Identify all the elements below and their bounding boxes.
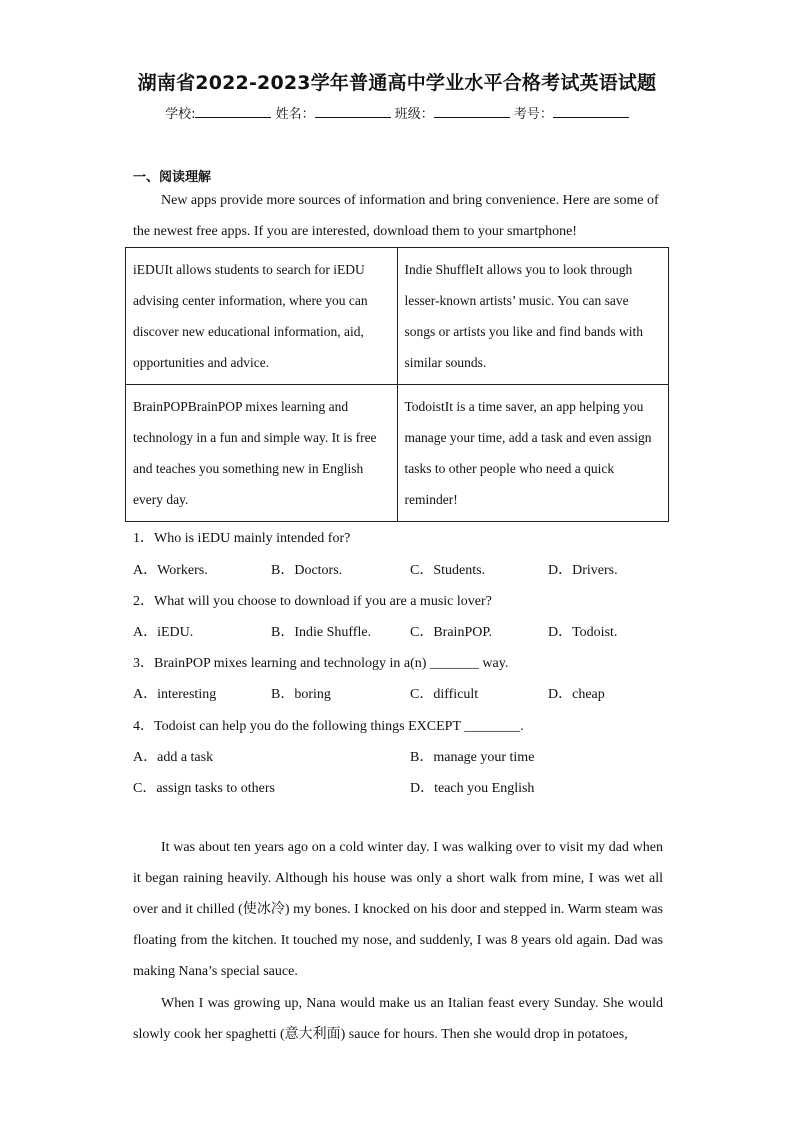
passage2-paragraph: It was about ten years ago on a cold winter day. I was walking over to visit my dad when it began raining heavily. Although his house was only a short walk from mine, I was wet all over and it chilled (使冰冷) my bones. I knocked on his door and stepped in. Warm steam was floating from the kitchen. It touched my nose, and suddenly, I was 8 years old again. Dad was making Nana’s special sauce.	[133, 840, 663, 979]
passage1-intro: New apps provide more sources of information and bring convenience. Here are some of the newest free apps. If you are interested, download them to your smartphone!	[133, 193, 659, 239]
class-label: 班级：	[394, 107, 434, 122]
option-b[interactable]: B．Indie Shuffle.	[271, 625, 372, 640]
option-a[interactable]: A．iEDU.	[133, 625, 194, 640]
option-c[interactable]: C．BrainPOP.	[410, 625, 493, 640]
option-b[interactable]: B．boring	[271, 687, 331, 702]
exam-title: 湖南省2022-2023学年普通高中学业水平合格考试英语试题	[137, 72, 657, 94]
option-a[interactable]: A．interesting	[133, 687, 217, 702]
app-cell-brainpop: BrainPOPBrainPOP mixes learning and technology in a fun and simple way. It is free and teaches you something new in English every day.	[126, 385, 398, 522]
app-cell-todoist: TodoistIt is a time saver, an app helping you manage your time, add a task and even assign tasks to other people who need a quick reminder!	[397, 385, 669, 522]
app-cell-indie-shuffle: Indie ShuffleIt allows you to look through lesser-known artists’ music. You can save songs or artists you like and find bands with similar sounds.	[397, 248, 669, 385]
option-b[interactable]: B．Doctors.	[271, 563, 343, 578]
school-blank[interactable]	[195, 104, 271, 118]
table-row	[126, 248, 669, 385]
question-stem: 2．What will you choose to download if you are a music lover?	[133, 594, 492, 609]
option-d[interactable]: D．Drivers.	[548, 563, 618, 578]
option-d[interactable]: D．teach you English	[410, 781, 535, 796]
school-label: 学校:	[165, 107, 196, 122]
passage2-paragraph: When I was growing up, Nana would make us an Italian feast every Sunday. She would slowly cook her spaghetti (意大利面) sauce for hours. Then she would drop in potatoes,	[133, 996, 663, 1042]
name-label: 姓名：	[275, 107, 315, 122]
question-stem: 3．BrainPOP mixes learning and technology in a(n) _______ way.	[133, 656, 509, 671]
option-c[interactable]: C．assign tasks to others	[133, 781, 275, 796]
option-d[interactable]: D．Todoist.	[548, 625, 618, 640]
option-c[interactable]: C．difficult	[410, 687, 479, 702]
option-b[interactable]: B．manage your time	[410, 750, 535, 765]
section-title: 一、阅读理解	[133, 170, 212, 185]
exam-no-label: 考号：	[513, 107, 553, 122]
question-stem: 1．Who is iEDU mainly intended for?	[133, 531, 351, 546]
option-d[interactable]: D．cheap	[548, 687, 605, 702]
student-info-line	[0, 103, 794, 122]
exam-no-blank[interactable]	[553, 104, 629, 118]
apps-table	[125, 247, 669, 522]
class-blank[interactable]	[434, 104, 510, 118]
option-c[interactable]: C．Students.	[410, 563, 486, 578]
table-row	[126, 385, 669, 522]
name-blank[interactable]	[315, 104, 391, 118]
option-a[interactable]: A．add a task	[133, 750, 214, 765]
app-cell-iedu: iEDUIt allows students to search for iEDU advising center information, where you can discover new educational information, aid, opportunities and advice.	[126, 248, 398, 385]
question-stem: 4．Todoist can help you do the following things EXCEPT ________.	[133, 719, 524, 734]
option-a[interactable]: A．Workers.	[133, 563, 208, 578]
